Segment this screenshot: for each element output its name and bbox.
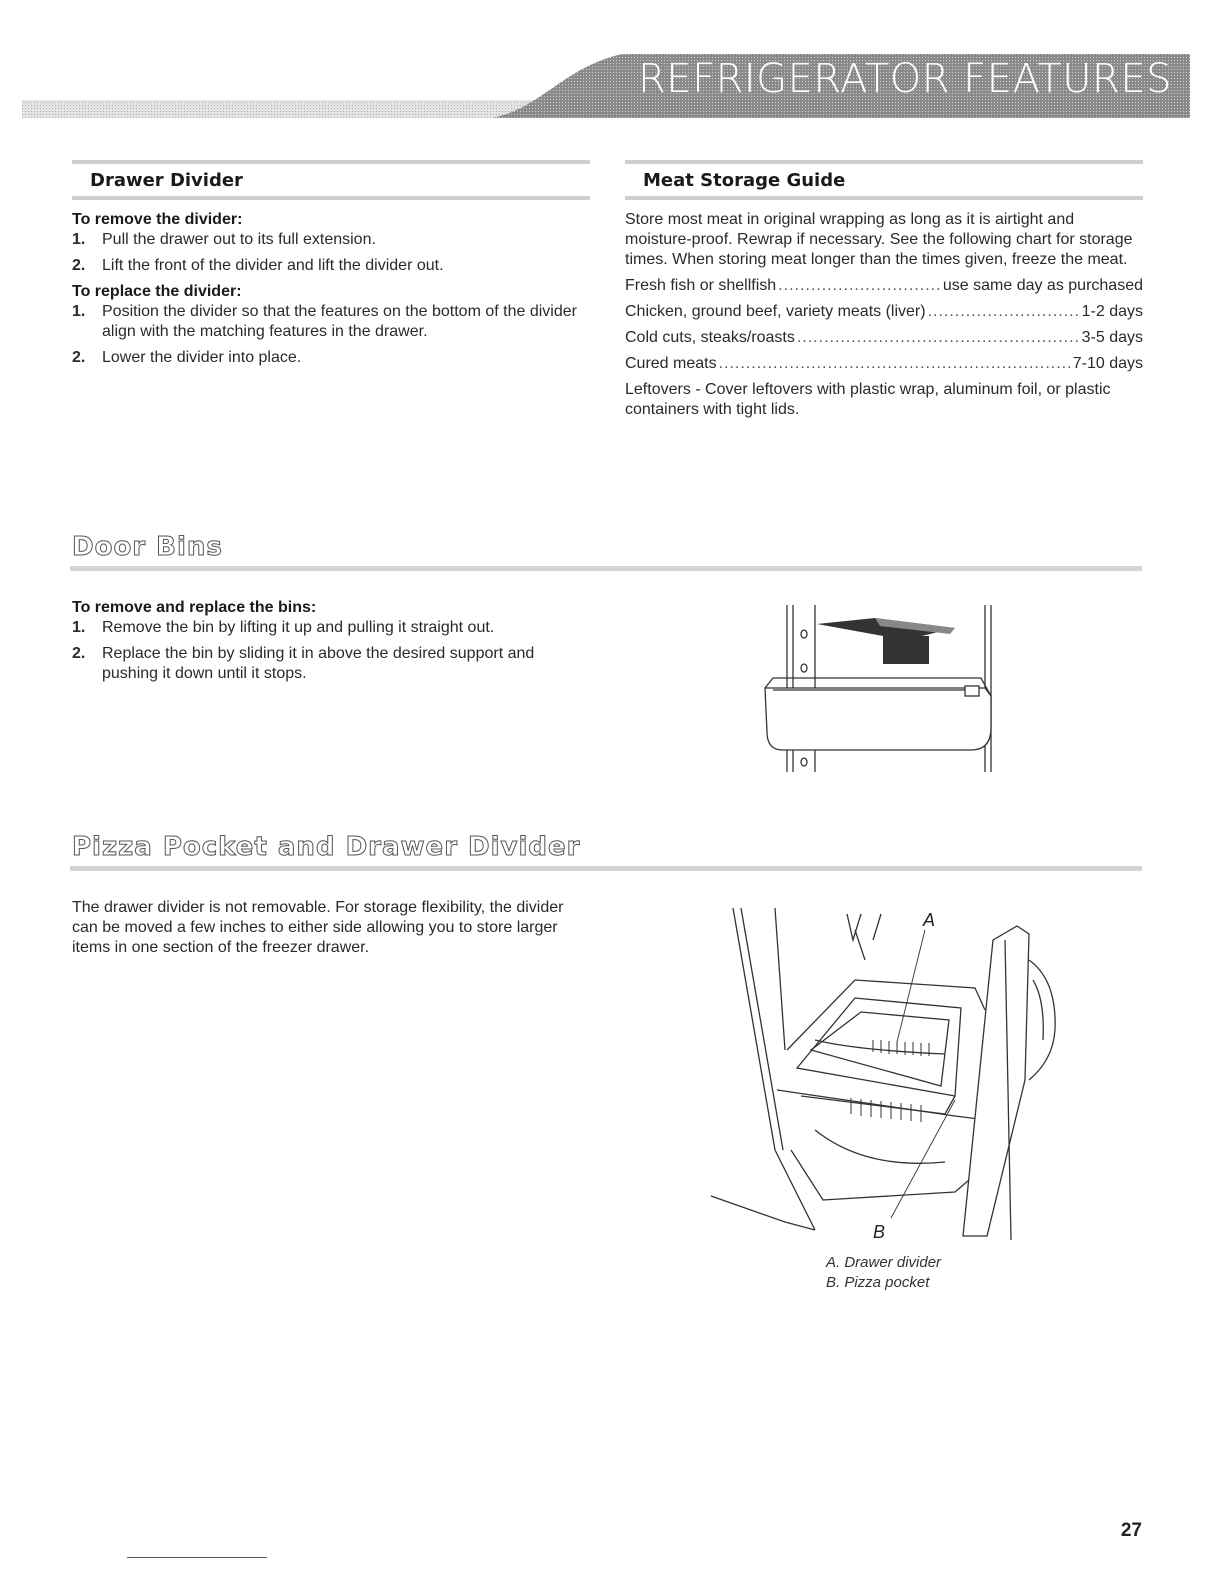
list-item: 2. Lower the divider into place. <box>72 349 302 366</box>
drawer-divider-heading: Drawer Divider <box>90 170 243 191</box>
pizza-pocket-body: The drawer divider is not removable. For storage flexibility, the divider can be moved a few inches to either side allowing you to store larger items in one section of the freezer drawer. <box>72 899 564 956</box>
list-item: 2. Replace the bin by sliding it in above the desired support and pushing it down until it stops. <box>72 645 535 682</box>
caption-drawer-divider: A. Drawer divider <box>826 1254 942 1271</box>
door-bins-content <box>72 598 592 690</box>
table-row: Fresh fish or shellfish ..... use same day as purchased <box>625 276 1143 296</box>
freezer-drawer-illustration <box>705 900 1065 1260</box>
list-item: 1. Position the divider so that the features on the bottom of the divider align with the matching features in the drawer. <box>72 303 577 340</box>
door-bins-lead: To remove and replace the bins: <box>72 599 317 616</box>
drawer-divider-heading-box <box>72 160 590 200</box>
list-item: 1. Pull the drawer out to its full extension. <box>72 231 376 248</box>
label-a: A <box>923 910 936 930</box>
door-bins-steps <box>72 618 592 684</box>
list-item: 2. Lift the front of the divider and lift the divider out. <box>72 257 444 274</box>
meat-guide-heading: Meat Storage Guide <box>643 170 846 191</box>
table-row: Chicken, ground beef, variety meats (liver) ..... 1-2 days <box>625 302 1143 322</box>
caption-pizza-pocket: B. Pizza pocket <box>826 1274 930 1291</box>
banner-title: REFRIGERATOR FEATURES <box>638 56 1172 102</box>
remove-divider-lead: To remove the divider: <box>72 211 243 228</box>
arrow-left-icon <box>817 618 955 664</box>
pizza-pocket-title: Pizza Pocket and Drawer Divider <box>72 832 581 862</box>
meat-guide-intro: Store most meat in original wrapping as long as it is airtight and moisture-proof. Rewrap if necessary. See the following chart for storage times. When storing meat longer than the times given, freeze the meat. <box>625 211 1133 268</box>
pizza-pocket-rule <box>70 866 1142 871</box>
replace-divider-steps <box>72 302 590 368</box>
list-item: 1. Remove the bin by lifting it up and pulling it straight out. <box>72 619 495 636</box>
pizza-pocket-content <box>72 898 592 958</box>
door-bins-rule <box>70 566 1142 571</box>
table-row: Cured meats ..... 7-10 days <box>625 354 1143 374</box>
table-row: Cold cuts, steaks/roasts ..... 3-5 days <box>625 328 1143 348</box>
page-number: 27 <box>1120 1520 1142 1541</box>
drawer-divider-content <box>72 210 590 374</box>
door-bins-title: Door Bins <box>72 532 223 562</box>
figure-caption <box>826 1253 941 1293</box>
remove-divider-steps <box>72 230 590 276</box>
label-b: B <box>873 1222 886 1242</box>
header-banner <box>22 48 1190 120</box>
replace-divider-lead: To replace the divider: <box>72 283 242 300</box>
meat-guide-heading-box <box>625 160 1143 200</box>
footer-rule <box>127 1557 267 1558</box>
door-bin-illustration <box>755 600 1005 780</box>
meat-guide-content <box>625 210 1143 420</box>
leftovers-note: Leftovers - Cover leftovers with plastic wrap, aluminum foil, or plastic containers with tight lids. <box>625 381 1111 418</box>
